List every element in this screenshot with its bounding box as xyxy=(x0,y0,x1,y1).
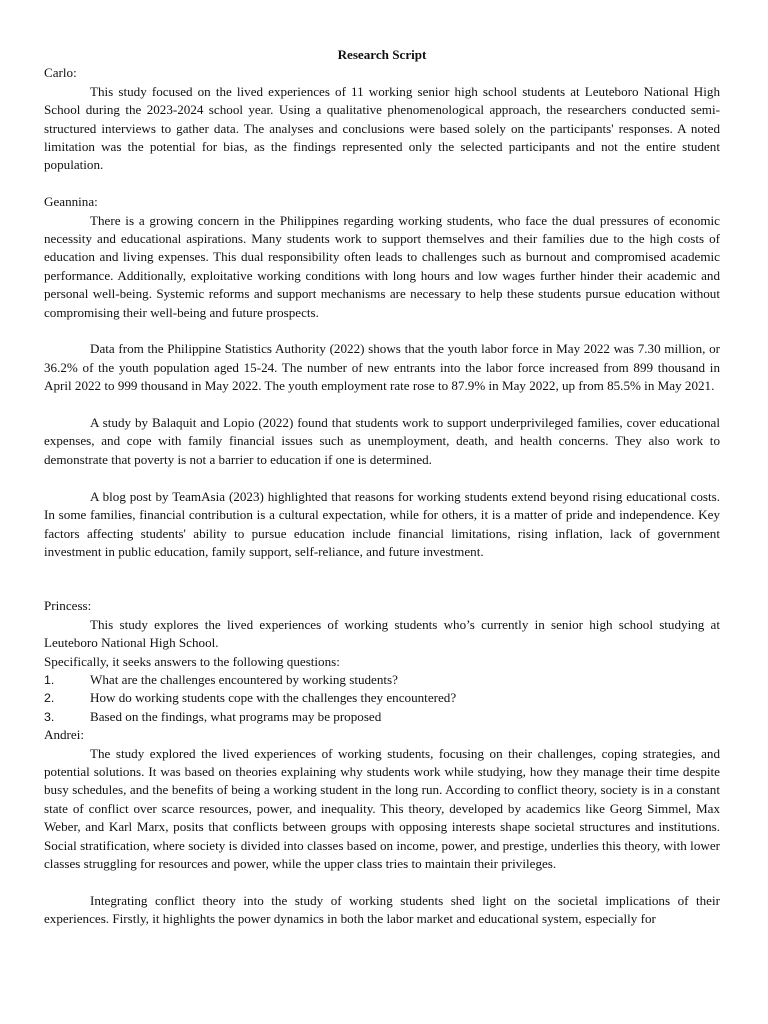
question-text: What are the challenges encountered by working students? xyxy=(90,671,398,687)
speaker-geannina: Geannina: xyxy=(44,194,98,210)
geannina-paragraph-3: A study by Balaquit and Lopio (2022) found that students work to support underprivileged families, cover educational expenses, and cope with family financial issues such as unemployment, death, and health concerns. They also work to demonstrate that poverty is not a barrier to education if one is determined. xyxy=(44,415,720,467)
princess-paragraph-1: This study explores the lived experiences of working students who’s currently in senior high school studying at Leuteboro National High School. xyxy=(44,616,720,651)
speaker-princess: Princess: xyxy=(44,598,92,614)
question-text: Based on the findings, what programs may be proposed xyxy=(90,708,382,724)
question-item xyxy=(44,689,720,707)
geannina-paragraph-4: A blog post by TeamAsia (2023) highlighted that reasons for working students extend beyond rising educational costs. In some families, financial contribution is a cultural expectation, while for others, it is a matter of pride and independence. Key factors affecting students' ability to pursue education include financial limitations, rising inflation, lack of government investment in public education, family support, self-reliance, and future investment. xyxy=(44,488,720,559)
question-item xyxy=(44,708,720,726)
geannina-paragraph-1: There is a growing concern in the Philippines regarding working students, who face the dual pressures of economic necessity and educational aspirations. Many students work to support themselves and their families due to the high costs of education and living expenses. This dual responsibility often leads to challenges such as burnout and compromised academic performance. Additionally, exploitative working conditions with long hours and low wages further hinder their academic and personal well-being. Systemic reforms and support mechanisms are necessary to help these students pursue education without compromising their well-being and future prospects. xyxy=(44,212,720,320)
question-number: 3. xyxy=(44,709,55,724)
speaker-carlo: Carlo: xyxy=(44,65,77,81)
spacer xyxy=(44,469,720,487)
speaker-andrei: Andrei: xyxy=(44,727,84,743)
question-item xyxy=(44,671,720,689)
spacer xyxy=(44,175,720,193)
andrei-paragraph-2: Integrating conflict theory into the study of working students shed light on the societal implications of their experiences. Firstly, it highlights the power dynamics in both the labor market and educational system, especially for xyxy=(44,892,720,927)
andrei-paragraph-1: The study explored the lived experiences of working students, focusing on their challenges, coping strategies, and potential solutions. It was based on theories explaining why students work while studying, how they manage their time despite busy schedules, and the benefits of being a working student in the long run. According to conflict theory, society is in a constant state of conflict over scarce resources, power, and inequality. This theory, developed by academics like Georg Simmel, Max Weber, and Karl Marx, posits that conflicts between groups with opposing interests shape societal structures and institutions. Social stratification, where society is divided into classes based on income, power, and prestige, underlies this theory, with lower classes struggling for resources and power, while the upper class tries to maintain their privileges. xyxy=(44,745,720,871)
carlo-paragraph-1: This study focused on the lived experiences of 11 working senior high school students at Leuteboro National High School during the 2023-2024 school year. Using a qualitative phenomenological approach, the researchers conducted semi-structured interviews to gather data. The analyses and conclusions were based solely on the participants' responses. A noted limitation was the potential for bias, as the findings represented only the selected participants and not the entire student population. xyxy=(44,83,720,173)
document-body xyxy=(44,46,720,929)
document-title: Research Script xyxy=(337,47,427,62)
princess-questions-intro: Specifically, it seeks answers to the following questions: xyxy=(44,653,340,669)
spacer xyxy=(44,561,720,597)
question-text: How do working students cope with the challenges they encountered? xyxy=(90,690,457,706)
question-number: 2. xyxy=(44,691,55,706)
geannina-paragraph-2: Data from the Philippine Statistics Authority (2022) shows that the youth labor force in May 2022 was 7.30 million, or 36.2% of the youth population aged 15-24. The number of new entrants into the labor force increased from 899 thousand in April 2022 to 999 thousand in May 2022. The youth employment rate rose to 87.9% in May 2022, up from 85.5% in May 2021. xyxy=(44,341,720,394)
spacer xyxy=(44,322,720,340)
spacer xyxy=(44,396,720,414)
research-questions-list xyxy=(44,671,720,726)
question-number: 1. xyxy=(44,672,55,687)
spacer xyxy=(44,873,720,891)
